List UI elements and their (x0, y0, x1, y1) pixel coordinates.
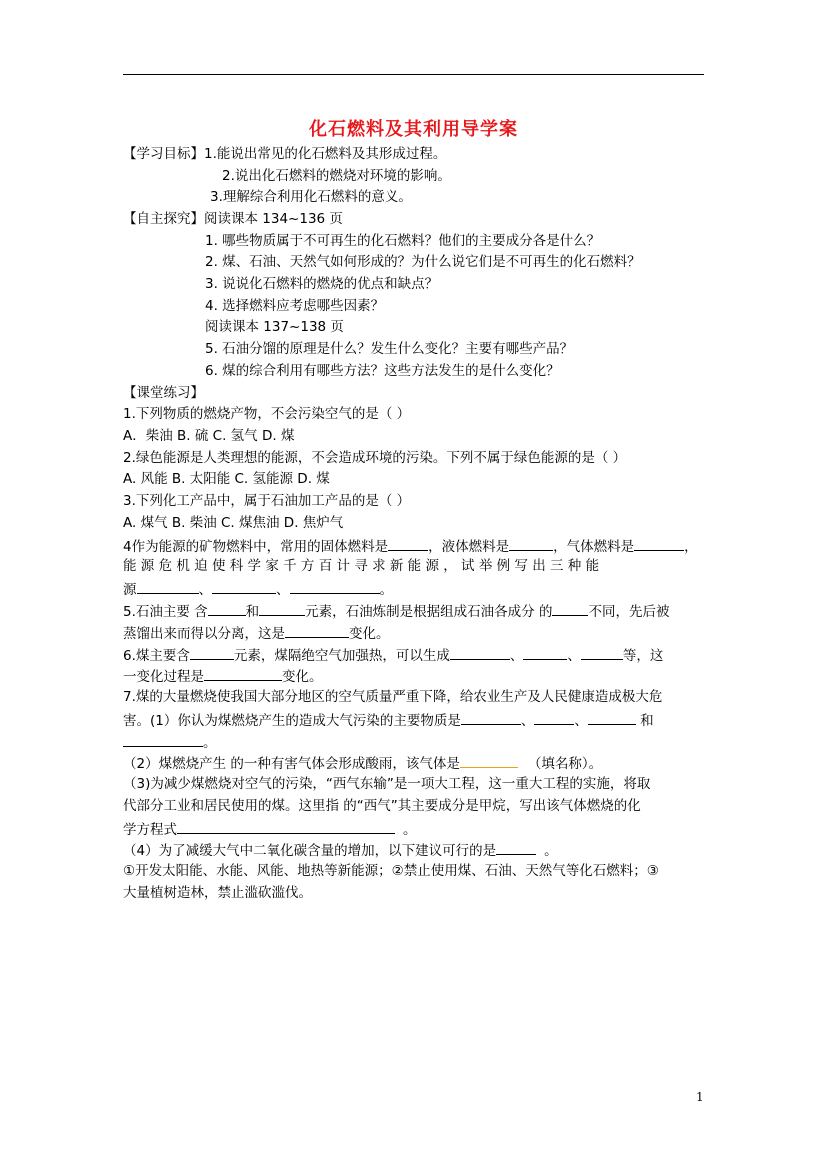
q7-blank-pollutant-1[interactable] (461, 710, 521, 725)
q7-text-line2a: 害。(1）你认为煤燃烧产生的造成大气污染的主要物质是 (123, 713, 461, 729)
explore-header: 【自主探究】 (123, 211, 204, 227)
q4-sep-2: 、 (276, 582, 290, 598)
explore-question-1: 1. 哪些物质属于不可再生的化石燃料？他们的主要成分各是什么？ (205, 233, 601, 249)
q5-blank-element-2[interactable] (259, 601, 305, 616)
q6-blank-change[interactable] (204, 666, 282, 681)
q7-p4-end: 。 (544, 843, 558, 859)
q6-sep-2: 、 (567, 648, 581, 664)
goal-item-1: 1.能说出常见的化石燃料及其形成过程。 (204, 146, 447, 162)
q7-p3-text: 学方程式 (123, 822, 177, 838)
q4-blank-energy-1[interactable] (137, 579, 199, 594)
practice-q7-line3 (123, 732, 217, 752)
practice-q3: 3.下列化工产品中，属于石油加工产品的是（ ） (123, 493, 411, 509)
q4-blank-gas[interactable] (634, 536, 684, 551)
q5-text-b: 和 (245, 604, 260, 620)
goal-item-3: 3.理解综合利用化石燃料的意义。 (210, 189, 412, 205)
practice-q4-line2: 能 源 危 机 迫 使 科 学 家 千 方 百 计 寻 求 新 能 源 ， 试 举 例 写 出 三 种 能 (123, 558, 600, 574)
explore-question-3: 3. 说说化石燃料的燃烧的优点和缺点？ (205, 276, 439, 292)
practice-q1: 1.下列物质的燃烧产物，不会污染空气的是（ ） (123, 406, 411, 422)
practice-q3-options: A. 煤气 B. 柴油 C. 煤焦油 D. 焦炉气 (123, 515, 344, 531)
q7-blank-pollutant-2[interactable] (534, 710, 574, 725)
q4-text-d: ， (684, 539, 698, 555)
goals-line-1 (123, 145, 446, 163)
q7-sep-2: 、 (574, 713, 588, 729)
q7-blank-pollutant-3[interactable] (588, 710, 636, 725)
q6-blank-element[interactable] (190, 645, 234, 660)
q5-text-line2a: 蒸馏出来而得以分离，这是 (123, 626, 285, 642)
practice-q5-line2 (123, 623, 390, 643)
explore-question-6: 6. 煤的综合利用有哪些方法？这些方法发生的是什么变化？ (205, 363, 560, 379)
q4-text-c: ，气体燃料是 (553, 539, 635, 555)
q5-text-a: 5.石油主要 含 (123, 604, 208, 620)
q4-end: 。 (379, 582, 393, 598)
explore-question-2: 2. 煤、石油、天然气如何形成的？为什么说它们是不可再生的化石燃料？ (205, 254, 641, 270)
reading-2: 阅读课本 137~138 页 (205, 319, 344, 335)
goal-item-2: 2.说出化石燃料的燃烧对环境的影响。 (222, 168, 451, 184)
q6-blank-product-1[interactable] (450, 645, 510, 660)
practice-header: 【课堂练习】 (123, 385, 204, 401)
q4-text-line3: 源 (123, 582, 137, 598)
q4-sep-1: 、 (198, 582, 212, 598)
q6-blank-product-3[interactable] (581, 645, 623, 660)
q7-sep-1: 、 (520, 713, 535, 729)
goals-header: 【学习目标】 (123, 146, 204, 162)
q5-text-d: 不同，先后被 (588, 604, 670, 620)
q4-blank-liquid[interactable] (509, 536, 553, 551)
q7-p2-text-b: （填名称）。 (527, 756, 603, 772)
q6-sep-1: 、 (509, 648, 524, 664)
practice-q4-line1 (123, 536, 698, 556)
q7-p4-text: （4）为了减缓大气中二氧化碳含量的增加，以下建议可行的是 (123, 843, 497, 859)
practice-q7-part4-line3: 大量植树造林，禁止滥砍滥伐。 (123, 885, 312, 901)
practice-q7-part4-line1 (123, 840, 558, 860)
practice-q1-options: A．柴油 B. 硫 C. 氢气 D. 煤 (123, 428, 295, 444)
q4-blank-energy-3[interactable] (290, 579, 380, 594)
q5-blank-property[interactable] (552, 601, 588, 616)
practice-q2: 2.绿色能源是人类理想的能源，不会造成环境的污染。下列不属于绿色能源的是（ ） (123, 450, 627, 466)
explore-question-5: 5. 石油分馏的原理是什么？发生什么变化？主要有哪些产品？ (205, 341, 574, 357)
q7-p2-text-a: （2）煤燃烧产生 的一种有害气体会形成酸雨，该气体是 (123, 756, 460, 772)
practice-q7-part2 (123, 753, 602, 773)
practice-q7-line1: 7.煤的大量燃烧使我国大部分地区的空气质量严重下降，给农业生产及人民健康造成极大危 (123, 689, 663, 705)
practice-q6-line2 (123, 666, 323, 686)
practice-q4-line3 (123, 579, 393, 599)
practice-q5-line1 (123, 601, 669, 621)
q4-blank-energy-2[interactable] (212, 579, 276, 594)
practice-q7-part3-line3 (123, 819, 417, 839)
practice-q7-line2 (123, 710, 654, 730)
q5-text-c: 元素，石油炼制是根据组成石油各成分 的 (305, 604, 553, 620)
q6-text-line2b: 变化。 (282, 669, 323, 685)
practice-q6-line1 (123, 645, 663, 665)
reading-1: 阅读课本 134~136 页 (204, 211, 343, 227)
page-title: 化石燃料及其利用导学案 (309, 119, 518, 140)
q6-text-line2a: 一变化过程是 (123, 669, 204, 685)
q6-text-a: 6.煤主要含 (123, 648, 190, 664)
q4-text-b: ，液体燃料是 (428, 539, 510, 555)
header-rule (123, 74, 704, 75)
q6-text-c: 等，这 (622, 648, 664, 664)
q5-blank-change[interactable] (285, 623, 349, 638)
q6-blank-product-2[interactable] (523, 645, 567, 660)
q7-p3-end: 。 (403, 822, 417, 838)
explore-question-4: 4. 选择燃料应考虑哪些因素？ (205, 298, 385, 314)
explore-line (123, 210, 343, 228)
q7-blank-suggestion[interactable] (496, 840, 536, 855)
page-number: 1 (696, 1090, 704, 1104)
q7-blank-equation[interactable] (177, 819, 395, 834)
q6-text-b: 元素，煤隔绝空气加强热，可以生成 (233, 648, 450, 664)
q5-text-line2b: 变化。 (349, 626, 390, 642)
q4-text-a: 4作为能源的矿物燃料中，常用的固体燃料是 (123, 539, 389, 555)
practice-q7-part3-line2: 代部分工业和居民使用的煤。这里指 的“西气”其主要成分是甲烷，写出该气体燃烧的化 (123, 798, 641, 814)
practice-q7-part4-line2: ①开发太阳能、水能、风能、地热等新能源；②禁止使用煤、石油、天然气等化石燃料；③ (123, 863, 659, 879)
q5-blank-element-1[interactable] (208, 601, 246, 616)
q7-blank-pollutant-4[interactable] (123, 732, 203, 747)
practice-q2-options: A. 风能 B. 太阳能 C. 氢能源 D. 煤 (123, 471, 330, 487)
q7-blank-gas[interactable] (460, 753, 518, 768)
q4-blank-solid[interactable] (388, 536, 428, 551)
practice-q7-part3-line1: （3)为减少煤燃烧对空气的污染，“西气东输”是一项大工程，这一重大工程的实施，将取 (123, 776, 651, 792)
q7-text-and: 和 (635, 713, 654, 729)
q7-end: 。 (203, 735, 217, 751)
